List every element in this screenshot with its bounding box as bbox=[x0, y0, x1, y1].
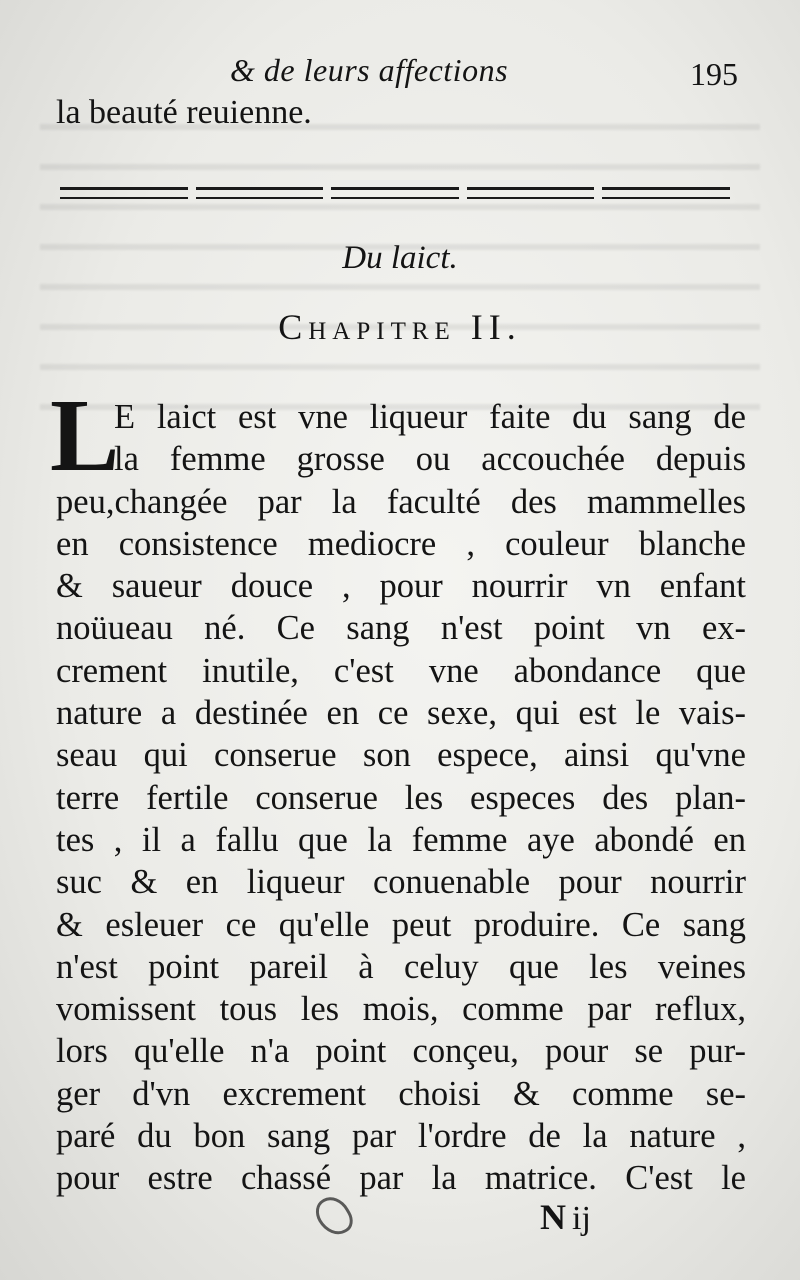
text-line: noüueau né. Ce sang n'est point vn ex- bbox=[56, 609, 746, 648]
ornamental-rule bbox=[60, 183, 730, 199]
signature-letter: N bbox=[540, 1197, 566, 1237]
drop-cap: L bbox=[50, 378, 120, 493]
section-title: Du laict. bbox=[342, 240, 458, 276]
rule-segment bbox=[60, 187, 188, 199]
rule-segment bbox=[602, 187, 730, 199]
signature-mark bbox=[540, 1196, 591, 1238]
text-line: suc & en liqueur conuenable pour nourrir bbox=[56, 863, 746, 902]
text-line: seau qui conserue son espece, ainsi qu'vne bbox=[56, 736, 746, 775]
chapter-heading: Chapitre II. bbox=[278, 307, 522, 347]
text-line: ger d'vn excrement choisi & comme se- bbox=[56, 1074, 746, 1113]
text-line: terre fertile conserue les especes des plan- bbox=[56, 778, 746, 817]
page-number: 195 bbox=[690, 56, 738, 92]
text-line: pour estre chassé par la matrice. C'est le bbox=[56, 1159, 746, 1198]
running-title: & de leurs affections bbox=[230, 52, 509, 88]
text-line: tes , il a fallu que la femme aye abondé en bbox=[56, 820, 746, 859]
text-line: lors qu'elle n'a point conçeu, pour se pur- bbox=[56, 1032, 746, 1071]
text-line: peu,changée par la faculté des mammelles bbox=[56, 482, 746, 521]
rule-segment bbox=[331, 187, 459, 199]
text-line: & saueur douce , pour nourrir vn enfant bbox=[56, 567, 746, 606]
text-line: paré du bon sang par l'ordre de la nature , bbox=[56, 1117, 746, 1156]
text-line: en consistence mediocre , couleur blanche bbox=[56, 524, 746, 563]
body-text bbox=[56, 396, 746, 1200]
carryover-line: la beauté reuienne. bbox=[56, 94, 312, 131]
text-line: n'est point pareil à celuy que les veines bbox=[56, 947, 746, 986]
text-line: crement inutile, c'est vne abondance que bbox=[56, 651, 746, 690]
text-line: vomissent tous les mois, comme par reflux, bbox=[56, 990, 746, 1029]
signature-number: ij bbox=[572, 1200, 591, 1237]
text-line: & esleuer ce qu'elle peut produire. Ce sang bbox=[56, 905, 746, 944]
text-line: nature a destinée en ce sexe, qui est le vais- bbox=[56, 694, 746, 733]
running-head bbox=[0, 46, 800, 96]
text-line: la femme grosse ou accouchée depuis bbox=[114, 440, 746, 479]
text-line: E laict est vne liqueur faite du sang de bbox=[114, 398, 746, 436]
rule-segment bbox=[467, 187, 595, 199]
rule-segment bbox=[196, 187, 324, 199]
